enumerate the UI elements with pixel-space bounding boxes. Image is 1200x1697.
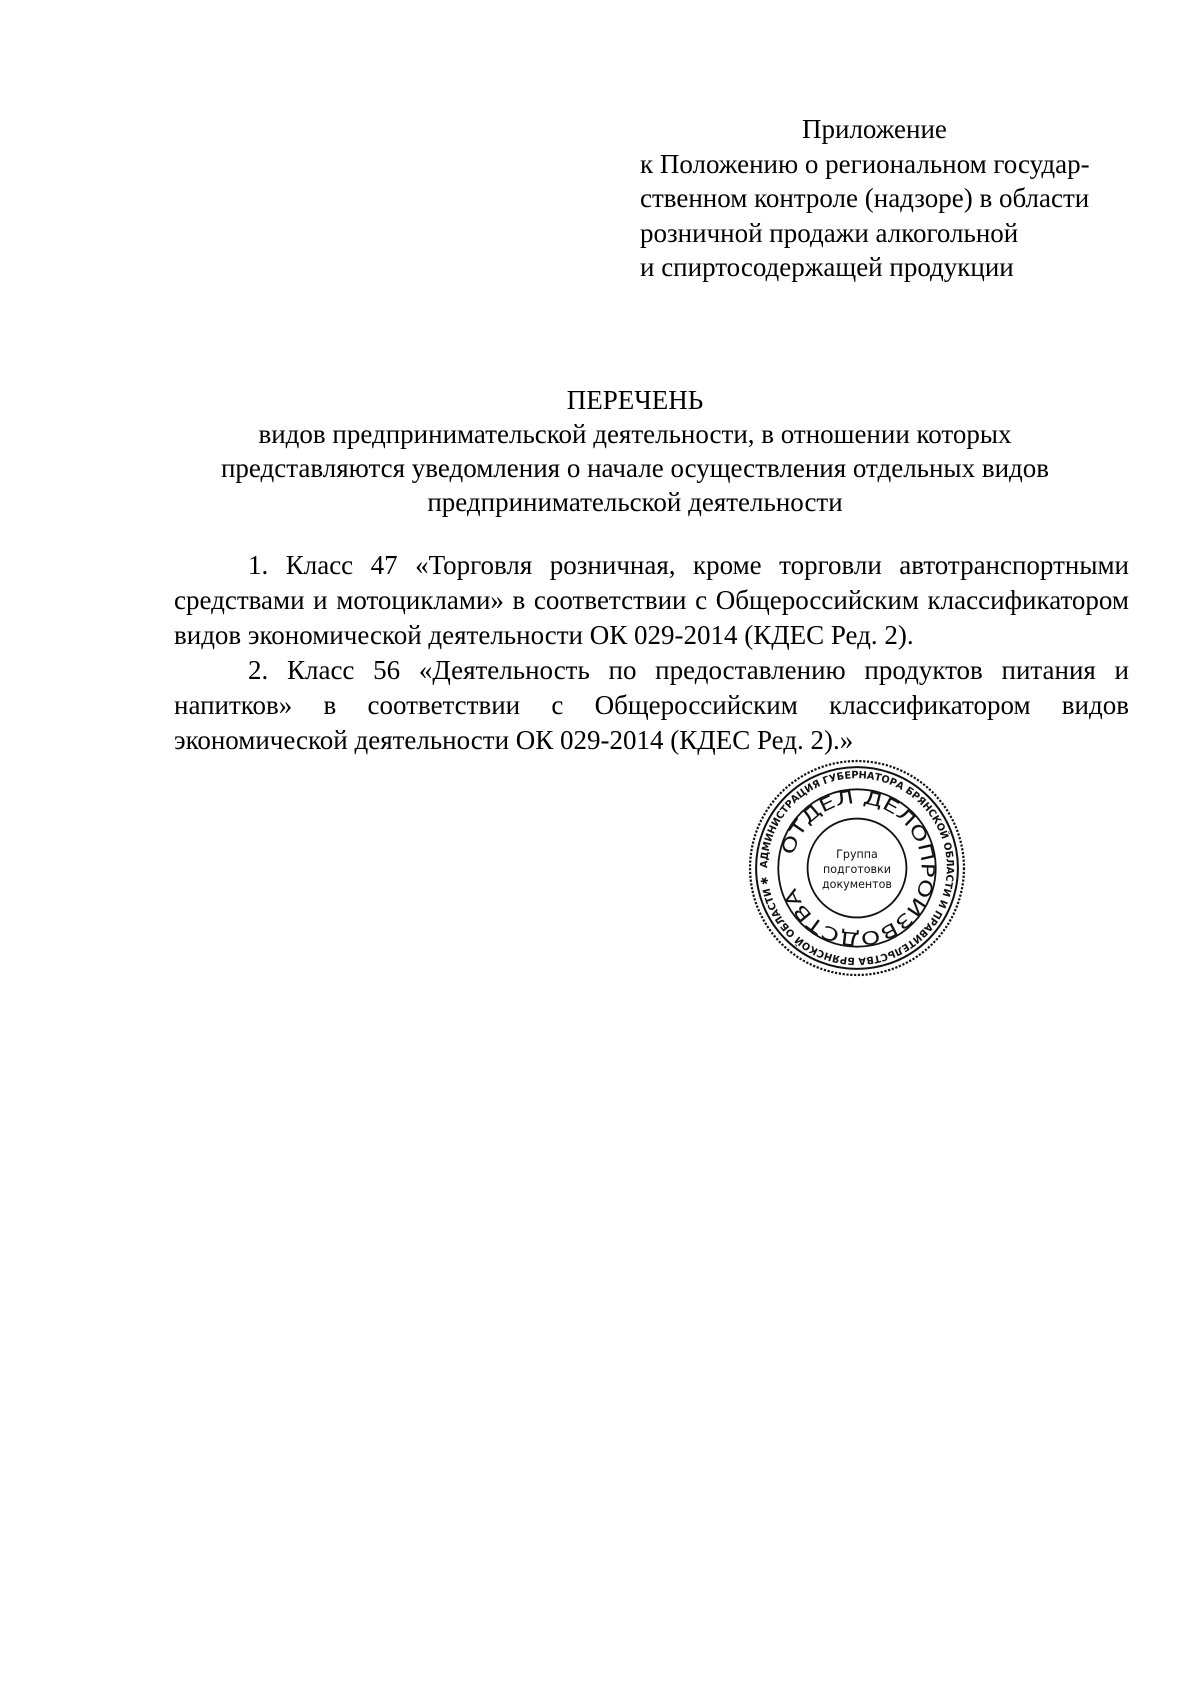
- appendix-heading: Приложение: [802, 114, 947, 144]
- official-stamp: [746, 757, 968, 979]
- appendix-header: [640, 112, 1140, 285]
- title-subtitle-line: предпринимательской деятельности: [427, 487, 843, 517]
- stamp-center-line: документов: [822, 878, 892, 892]
- appendix-line: ственном контроле (надзоре) в области: [640, 183, 1090, 213]
- title-subtitle-line: видов предпринимательской деятельности, в отношении которых: [258, 419, 1012, 449]
- stamp-center-line: подготовки: [822, 863, 892, 877]
- stamp-ring-text: ОТДЕЛ ДЕЛОПРОИЗВОДСТВА: [777, 787, 938, 950]
- stamp-center-line: Группа: [836, 847, 878, 861]
- document-title-block: [170, 383, 1100, 519]
- appendix-line: и спиртосодержащей продукции: [640, 252, 1014, 282]
- stamp-outer-text: АДМИНИСТРАЦИЯ ГУБЕРНАТОРА БРЯНСКОЙ ОБЛАСТИ И ПРАВИТЕЛЬСТВА БРЯНСКОЙ ОБЛАСТИ ✱: [759, 770, 955, 966]
- appendix-line: к Положению о региональном государ-: [640, 148, 1090, 179]
- appendix-line: розничной продажи алкогольной: [640, 217, 1019, 248]
- activity-list: [174, 548, 1129, 758]
- title-subtitle-line: представляются уведомления о начале осуществления отдельных видов: [220, 453, 1050, 483]
- document-title: ПЕРЕЧЕНЬ: [566, 385, 704, 415]
- list-item: 2. Класс 56 «Деятельность по предоставлению продуктов питания и напитков» в соответствии с Общероссийским классификатором видов экономической деятельности ОК 029-2014 (КДЕС Ред. 2).»: [174, 655, 1129, 755]
- list-item: 1. Класс 47 «Торговля розничная, кроме торговли автотранспортными средствами и мотоциклами» в соответствии с Общероссийским классификатором видов экономической деятельности ОК 029-2014 (КДЕС Ред. 2).: [174, 550, 1129, 650]
